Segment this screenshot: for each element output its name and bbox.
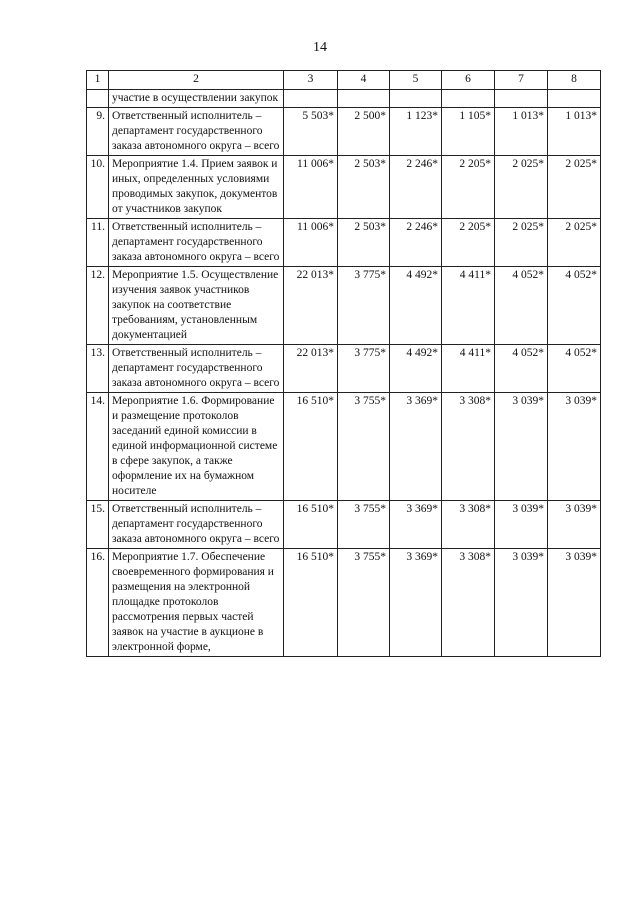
table-row [87,90,601,108]
value-cell: 2 025* [548,156,601,219]
column-header: 7 [495,71,548,90]
value-cell: 2 205* [442,156,495,219]
value-cell: 3 039* [548,549,601,657]
page-number: 14 [313,40,327,55]
table-row [87,501,601,549]
value-cell: 2 205* [442,219,495,267]
row-number-cell: 16. [87,549,109,657]
description-cell: Ответственный исполнитель – департамент государственного заказа автономного округа – всего [109,501,284,549]
value-cell: 2 500* [338,108,390,156]
value-cell: 2 246* [390,156,442,219]
value-cell: 11 006* [284,156,338,219]
value-cell [548,90,601,108]
value-cell: 2 503* [338,156,390,219]
value-cell [390,90,442,108]
value-cell: 4 411* [442,345,495,393]
table-row [87,156,601,219]
value-cell: 3 039* [495,393,548,501]
table-row [87,345,601,393]
table-body [87,90,601,657]
column-header: 6 [442,71,495,90]
row-number-cell: 13. [87,345,109,393]
value-cell: 3 775* [338,345,390,393]
value-cell: 16 510* [284,501,338,549]
value-cell: 3 755* [338,501,390,549]
description-cell: Ответственный исполнитель – департамент государственного заказа автономного округа – всего [109,108,284,156]
column-header: 3 [284,71,338,90]
description-cell: Мероприятие 1.6. Формирование и размещение протоколов заседаний единой комиссии в единой информационной системе в сфере закупок, а также оформление их на бумажном носителе [109,393,284,501]
value-cell [284,90,338,108]
value-cell: 1 123* [390,108,442,156]
row-number-cell: 14. [87,393,109,501]
budget-table [86,70,601,657]
column-header: 8 [548,71,601,90]
value-cell: 3 775* [338,267,390,345]
value-cell: 1 013* [495,108,548,156]
description-cell: Ответственный исполнитель – департамент государственного заказа автономного округа – всего [109,345,284,393]
value-cell: 4 411* [442,267,495,345]
description-cell: Мероприятие 1.7. Обеспечение своевременного формирования и размещения на электронной площадке протоколов рассмотрения первых частей заявок на участие в аукционе в электронной форме, [109,549,284,657]
value-cell: 3 369* [390,501,442,549]
value-cell [442,90,495,108]
description-cell: Ответственный исполнитель – департамент государственного заказа автономного округа – всего [109,219,284,267]
description-cell: Мероприятие 1.5. Осуществление изучения заявок участников закупок на соответствие требованиям, установленным документацией [109,267,284,345]
value-cell: 1 105* [442,108,495,156]
value-cell: 4 052* [548,345,601,393]
value-cell: 4 052* [495,267,548,345]
value-cell: 3 755* [338,393,390,501]
column-header: 1 [87,71,109,90]
value-cell: 3 039* [495,549,548,657]
value-cell: 3 369* [390,393,442,501]
row-number-cell: 12. [87,267,109,345]
value-cell: 3 755* [338,549,390,657]
column-header: 4 [338,71,390,90]
description-cell: участие в осуществлении закупок [109,90,284,108]
value-cell: 2 025* [495,219,548,267]
value-cell: 2 503* [338,219,390,267]
row-number-cell: 15. [87,501,109,549]
row-number-cell: 9. [87,108,109,156]
table-row [87,219,601,267]
value-cell: 3 369* [390,549,442,657]
value-cell: 3 308* [442,501,495,549]
value-cell: 2 246* [390,219,442,267]
description-cell: Мероприятие 1.4. Прием заявок и иных, определенных условиями проводимых закупок, документов от участников закупок [109,156,284,219]
table-row [87,393,601,501]
value-cell: 16 510* [284,393,338,501]
value-cell: 3 308* [442,393,495,501]
value-cell: 3 039* [548,393,601,501]
table-row [87,267,601,345]
row-number-cell: 11. [87,219,109,267]
value-cell: 4 052* [495,345,548,393]
table-row [87,549,601,657]
value-cell [495,90,548,108]
row-number-cell: 10. [87,156,109,219]
value-cell: 3 039* [548,501,601,549]
value-cell: 22 013* [284,267,338,345]
value-cell: 3 039* [495,501,548,549]
value-cell: 1 013* [548,108,601,156]
column-header: 2 [109,71,284,90]
value-cell: 5 503* [284,108,338,156]
row-number-cell [87,90,109,108]
value-cell: 3 308* [442,549,495,657]
value-cell: 22 013* [284,345,338,393]
value-cell: 4 492* [390,267,442,345]
value-cell: 11 006* [284,219,338,267]
column-header: 5 [390,71,442,90]
value-cell: 16 510* [284,549,338,657]
value-cell: 4 492* [390,345,442,393]
table-row [87,108,601,156]
value-cell [338,90,390,108]
value-cell: 2 025* [495,156,548,219]
value-cell: 2 025* [548,219,601,267]
column-number-header-row [87,71,601,90]
value-cell: 4 052* [548,267,601,345]
